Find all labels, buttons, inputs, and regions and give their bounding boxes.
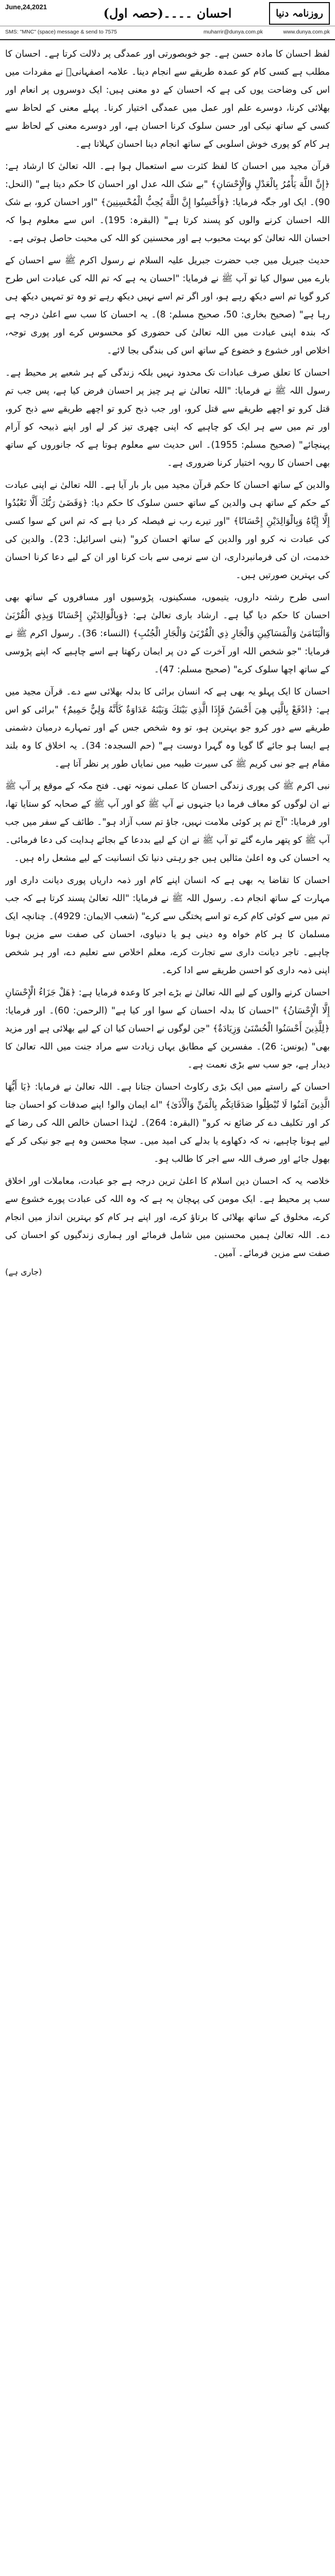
masthead-logo: روزنامہ دنیا <box>269 2 330 25</box>
sms-info: SMS: "MNC" (space) message & send to 7575 <box>5 29 117 35</box>
column-title: احسان ۔۔۔۔(حصہ اول) <box>103 6 232 21</box>
publication-date: June,24,2021 <box>5 3 47 11</box>
article-paragraph: نبی اکرم ﷺ کی پوری زندگی احسان کا عملی نمونہ تھی۔ فتح مکہ کے موقع پر آپ ﷺ نے ان لوگوں کو معاف فرما دیا جنہوں نے آپ ﷺ کو اور آپ ﷺ کے صحابہ کو ستایا تھا، اور فرمایا: "آج تم پر کوئی ملامت نہیں، جاؤ تم سب آزاد ہو"۔ طائف کے سفر میں جب آپ ﷺ کو پتھر مارے گئے تو آپ ﷺ نے ان کے لیے بددعا کے بجائے ہدایت کی دعا فرمائی۔ یہ احسان کی وہ اعلیٰ مثالیں ہیں جو رہتی دنیا تک انسانیت کے لیے مشعل راہ ہیں۔ <box>5 781 330 863</box>
article-paragraph: احسان کے راستے میں ایک بڑی رکاوٹ احسان جتانا ہے۔ اللہ تعالیٰ نے فرمایا: ﴿يَا أَيُّهَا الَّذِينَ آمَنُوا لَا تُبْطِلُوا صَدَقَاتِكُم بِالْمَنِّ وَالْأَذَىٰ﴾ "اے ایمان والو! اپنے صدقات کو احسان جتا کر اور تکلیف دے کر ضائع نہ کرو" (البقرہ: 264)۔ لہٰذا احسان خالص اللہ کی رضا کے لیے ہونا چاہیے، نہ کہ دکھاوے یا بدلے کی امید میں۔ سچا محسن وہ ہے جو نیکی کر کے بھول جائے اور صرف اللہ سے اجر کا طالب ہو۔ <box>5 1082 330 1164</box>
newspaper-header <box>0 0 335 40</box>
article-paragraph: لفظ احسان کا مادہ حسن ہے۔ جو خوبصورتی اور عمدگی پر دلالت کرتا ہے۔ احسان کا مطلب ہے کسی کام کو عمدہ طریقے سے انجام دینا۔ علامہ اصفہانیؒ نے مفردات میں اس کی وضاحت یوں کی ہے کہ احسان کے دو معنی ہیں: ایک دوسروں پر انعام اور بھلائی کرنا، دوسرے علم اور عمل میں عمدگی اختیار کرنا۔ پہلے معنی کے لحاظ سے کسی کے ساتھ نیکی اور حسن سلوک کرنا احسان ہے، اور دوسرے معنی کے لحاظ سے ہر کام کو پوری خوش اسلوبی کے ساتھ انجام دینا احسان کہلاتا ہے۔ <box>5 49 330 149</box>
article-paragraph: احسان کرنے والوں کے لیے اللہ تعالیٰ نے بڑے اجر کا وعدہ فرمایا ہے: ﴿هَلْ جَزَاءُ الْإِحْسَانِ إِلَّا الْإِحْسَانُ﴾ "احسان کا بدلہ احسان کے سوا اور کیا ہے" (الرحمن: 60)۔ اور فرمایا: ﴿لِلَّذِينَ أَحْسَنُوا الْحُسْنَىٰ وَزِيَادَةٌ﴾ "جن لوگوں نے احسان کیا ان کے لیے بھلائی ہے اور مزید بھی" (یونس: 26)۔ مفسرین کے مطابق یہاں زیادت سے مراد جنت میں اللہ تعالیٰ کا دیدار ہے، جو سب سے بڑی نعمت ہے۔ <box>5 988 330 1070</box>
email-address: muharrir@dunya.com.pk <box>203 29 263 35</box>
article-paragraph: اسی طرح رشتہ داروں، یتیموں، مسکینوں، پڑوسیوں اور مسافروں کے ساتھ بھی احسان کا حکم دیا گیا ہے۔ ارشاد باری تعالیٰ ہے: ﴿وَبِالْوَالِدَيْنِ إِحْسَانًا وَبِذِي الْقُرْبَىٰ وَالْيَتَامَىٰ وَالْمَسَاكِينِ وَالْجَارِ ذِي الْقُرْبَىٰ وَالْجَارِ الْجُنُبِ﴾ (النساء: 36)۔ رسول اکرم ﷺ نے فرمایا: "جو شخص اللہ اور آخرت کے دن پر ایمان رکھتا ہے اسے چاہیے کہ اپنے پڑوسی کے ساتھ اچھا سلوک کرے" (صحیح مسلم: 47)۔ <box>5 592 330 675</box>
article-paragraph: خلاصہ یہ کہ احسان دین اسلام کا اعلیٰ ترین درجہ ہے جو عبادت، معاملات اور اخلاق سب پر محیط ہے۔ ایک مومن کی پہچان یہ ہے کہ وہ اللہ کی عبادت پورے خشوع سے کرے، مخلوق کے ساتھ بھلائی کا برتاؤ کرے، اور اپنے ہر کام کو بہترین انداز میں انجام دے۔ اللہ تعالیٰ ہمیں محسنین میں شامل فرمائے اور ہماری زندگیوں کو احسان کی صفت سے مزین فرمائے۔ آمین۔ <box>5 1176 330 1259</box>
continued-label: (جاری ہے) <box>5 1267 42 1277</box>
website-url: www.dunya.com.pk <box>283 29 330 35</box>
contact-bar <box>0 26 335 37</box>
article-paragraph: احسان کا ایک پہلو یہ بھی ہے کہ انسان برائی کا بدلہ بھلائی سے دے۔ قرآن مجید میں ہے: ﴿ادْفَعْ بِالَّتِي هِيَ أَحْسَنُ فَإِذَا الَّذِي بَيْنَكَ وَبَيْنَهُ عَدَاوَةٌ كَأَنَّهُ وَلِيٌّ حَمِيمٌ﴾ "برائی کو اس طریقے سے دور کرو جو بہترین ہو، تو وہ شخص جس کے اور تمہارے درمیان دشمنی ہے ایسا ہو جائے گا گویا وہ گہرا دوست ہے" (حم السجدہ: 34)۔ یہ اخلاق کا وہ بلند مقام ہے جو نبی کریم ﷺ کی سیرت طیبہ میں نمایاں طور پر نظر آتا ہے۔ <box>5 687 330 769</box>
article-paragraph: احسان کا تعلق صرف عبادات تک محدود نہیں بلکہ زندگی کے ہر شعبے پر محیط ہے۔ رسول اللہ ﷺ نے فرمایا: "اللہ تعالیٰ نے ہر چیز پر احسان فرض کیا ہے، پس جب تم قتل کرو تو اچھے طریقے سے قتل کرو، اور جب ذبح کرو تو اچھے طریقے سے ذبح کرو، اور تم میں سے ہر ایک کو چاہیے کہ اپنی چھری تیز کر لے اور اپنے ذبیحہ کو آرام پہنچائے" (صحیح مسلم: 1955)۔ اس حدیث سے معلوم ہوتا ہے کہ جانوروں کے ساتھ بھی احسان کا رویہ اختیار کرنا ضروری ہے۔ <box>5 368 330 468</box>
article-paragraph: حدیث جبریل میں جب حضرت جبریل علیہ السلام نے رسول اکرم ﷺ سے احسان کے بارے میں سوال کیا تو آپ ﷺ نے فرمایا: "احسان یہ ہے کہ تم اللہ کی عبادت اس طرح کرو گویا تم اسے دیکھ رہے ہو، اور اگر تم اسے نہیں دیکھ رہے تو وہ تو تمہیں دیکھ ہی رہا ہے" (صحیح بخاری: 50، صحیح مسلم: 8)۔ یہ احسان کا سب سے اعلیٰ درجہ ہے کہ بندہ اپنی عبادت میں اللہ تعالیٰ کی حضوری کو محسوس کرے اور پوری توجہ، اخلاص اور خشوع و خضوع کے ساتھ اس کی بندگی بجا لائے۔ <box>5 256 330 356</box>
article-paragraph: احسان کا تقاضا یہ بھی ہے کہ انسان اپنے کام اور ذمہ داریاں پوری دیانت داری اور مہارت کے ساتھ انجام دے۔ رسول اللہ ﷺ نے فرمایا: "اللہ تعالیٰ پسند کرتا ہے کہ جب تم میں سے کوئی کام کرے تو اسے پختگی سے کرے" (شعب الایمان: 4929)۔ چنانچہ ایک مسلمان کا ہر کام خواہ وہ دینی ہو یا دنیاوی، احسان کی صفت سے مزین ہونا چاہیے۔ تاجر دیانت داری سے تجارت کرے، معلم اخلاص سے تعلیم دے، اور ہر شخص اپنی ذمہ داری کو احسن طریقے سے ادا کرے۔ <box>5 875 330 976</box>
article-paragraph: والدین کے ساتھ احسان کا حکم قرآن مجید میں بار بار آیا ہے۔ اللہ تعالیٰ نے اپنی عبادت کے حکم کے ساتھ ہی والدین کے ساتھ حسن سلوک کا حکم دیا: ﴿وَقَضَىٰ رَبُّكَ أَلَّا تَعْبُدُوا إِلَّا إِيَّاهُ وَبِالْوَالِدَيْنِ إِحْسَانًا﴾ "اور تیرے رب نے فیصلہ کر دیا ہے کہ تم اس کے سوا کسی کی عبادت نہ کرو اور والدین کے ساتھ احسان کرو" (بنی اسرائیل: 23)۔ والدین کی خدمت، ان کی فرمانبرداری، ان سے نرمی سے بات کرنا اور ان کے لیے دعا کرنا احسان کی بہترین صورتیں ہیں۔ <box>5 480 330 581</box>
article-paragraph: قرآن مجید میں احسان کا لفظ کثرت سے استعمال ہوا ہے۔ اللہ تعالیٰ کا ارشاد ہے: ﴿إِنَّ اللَّهَ يَأْمُرُ بِالْعَدْلِ وَالْإِحْسَانِ﴾ "بے شک اللہ عدل اور احسان کا حکم دیتا ہے" (النحل: 90)۔ ایک اور جگہ فرمایا: ﴿وَأَحْسِنُوا إِنَّ اللَّهَ يُحِبُّ الْمُحْسِنِينَ﴾ "اور احسان کرو، بے شک اللہ احسان کرنے والوں کو پسند کرتا ہے" (البقرہ: 195)۔ اس سے معلوم ہوا کہ احسان اللہ تعالیٰ کو بہت محبوب ہے اور محسنین کو اللہ کی محبت حاصل ہوتی ہے۔ <box>5 161 330 244</box>
article-body <box>5 45 330 2576</box>
